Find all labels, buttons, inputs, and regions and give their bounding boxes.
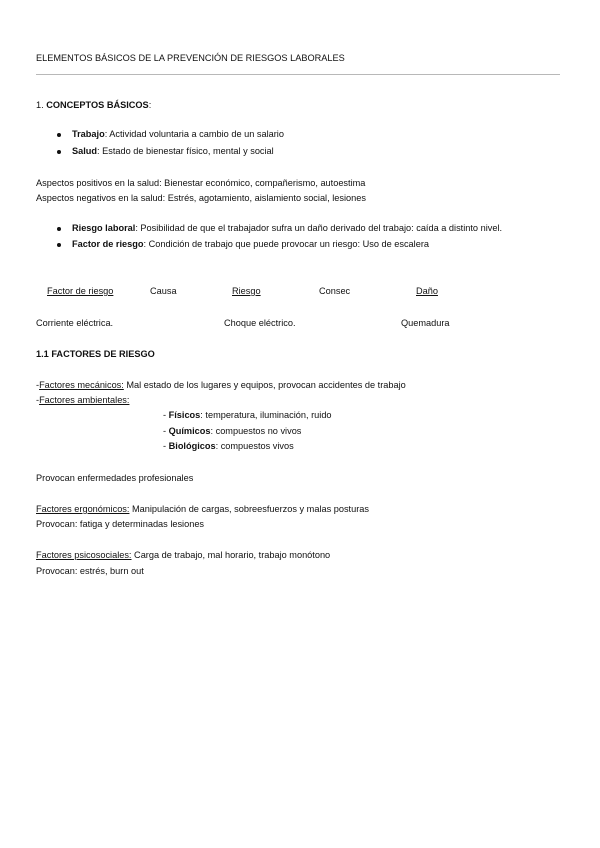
- factor-label: Factores mecánicos:: [39, 380, 124, 390]
- sub-term: Químicos: [168, 426, 211, 436]
- provocan-estres: Provocan: estrés, burn out: [36, 566, 144, 576]
- bullet-icon: [57, 227, 61, 231]
- bullet-item-riesgo-laboral: [72, 223, 502, 233]
- factores-ambientales: [36, 395, 129, 405]
- factores-mecanicos: [36, 380, 406, 390]
- sub-term: Físicos: [168, 410, 201, 420]
- bullet-term: Salud: [72, 146, 98, 156]
- bullet-term: Factor de riesgo: [72, 239, 144, 249]
- section-1-heading: [36, 100, 151, 110]
- sub-text: : compuestos no vivos: [210, 426, 302, 436]
- bullet-item-factor-de-riesgo: [72, 239, 429, 249]
- bullet-item-salud: [72, 146, 274, 156]
- bullet-term: Trabajo: [72, 129, 105, 139]
- factor-text: Carga de trabajo, mal horario, trabajo monótono: [131, 550, 331, 560]
- table-cell-riesgo: Choque eléctrico.: [224, 318, 296, 328]
- section-1-1-heading: 1.1 FACTORES DE RIESGO: [36, 349, 155, 359]
- bullet-text: : Estado de bienestar físico, mental y social: [97, 146, 274, 156]
- sub-term: Biológicos: [168, 441, 216, 451]
- dash: -: [36, 395, 40, 405]
- table-header-causa: Causa: [150, 286, 177, 296]
- provocan-enfermedades: Provocan enfermedades profesionales: [36, 473, 194, 483]
- section-number: 1.: [36, 100, 44, 110]
- positive-aspects: Aspectos positivos en la salud: Bienestar económico, compañerismo, autoestima: [36, 178, 366, 188]
- bullet-text: : Condición de trabajo que puede provocar un riesgo: Uso de escalera: [143, 239, 429, 249]
- title-divider: [36, 74, 560, 75]
- factor-label: Factores ergonómicos:: [36, 504, 130, 514]
- dash: -: [36, 380, 40, 390]
- bullet-icon: [57, 150, 61, 154]
- bullet-text: : Actividad voluntaria a cambio de un salario: [104, 129, 284, 139]
- factor-text: Mal estado de los lugares y equipos, provocan accidentes de trabajo: [123, 380, 406, 390]
- provocan-fatiga: Provocan: fatiga y determinadas lesiones: [36, 519, 205, 529]
- sub-text: : compuestos vivos: [215, 441, 294, 451]
- dash: -: [163, 410, 169, 420]
- table-header-factor: Factor de riesgo: [47, 286, 114, 296]
- factor-text: Manipulación de cargas, sobreesfuerzos y malas posturas: [129, 504, 369, 514]
- factores-psicosociales: [36, 550, 330, 560]
- table-header-riesgo: Riesgo: [232, 286, 261, 296]
- factor-label: Factores psicosociales:: [36, 550, 132, 560]
- bullet-text: : Posibilidad de que el trabajador sufra un daño derivado del trabajo: caída a distinto nivel.: [135, 223, 503, 233]
- dash: -: [163, 441, 169, 451]
- table-cell-dano: Quemadura: [401, 318, 450, 328]
- sub-item-biologicos: [163, 441, 294, 451]
- document-title: ELEMENTOS BÁSICOS DE LA PREVENCIÓN DE RIESGOS LABORALES: [36, 53, 345, 63]
- bullet-icon: [57, 133, 61, 137]
- table-header-consec: Consec: [319, 286, 351, 296]
- factor-label: Factores ambientales:: [39, 395, 130, 405]
- section-title: CONCEPTOS BÁSICOS: [46, 100, 149, 110]
- bullet-icon: [57, 243, 61, 247]
- negative-aspects: Aspectos negativos en la salud: Estrés, agotamiento, aislamiento social, lesiones: [36, 193, 366, 203]
- bullet-item-trabajo: [72, 129, 284, 139]
- sub-item-quimicos: [163, 426, 301, 436]
- bullet-term: Riesgo laboral: [72, 223, 136, 233]
- dash: -: [163, 426, 169, 436]
- section-colon: :: [148, 100, 152, 110]
- table-cell-factor: Corriente eléctrica.: [36, 318, 114, 328]
- factores-ergonomicos: [36, 504, 369, 514]
- sub-item-fisicos: [163, 410, 332, 420]
- sub-text: : temperatura, iluminación, ruido: [200, 410, 332, 420]
- table-header-dano: Daño: [416, 286, 438, 296]
